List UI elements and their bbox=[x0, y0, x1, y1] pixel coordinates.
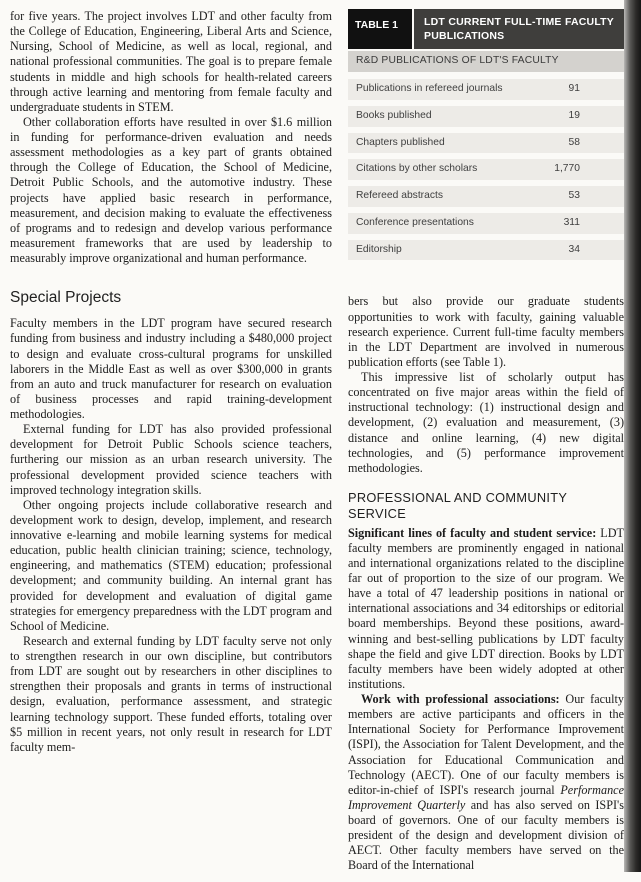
paragraph bbox=[348, 526, 624, 692]
paragraph: External funding for LDT has also provided professional development for Detroit Public Schools science teachers, furthering our mission as an urban research university. The professional development provided science teachers with improved technology integration skills. bbox=[10, 422, 332, 497]
bold-lead: Work with professional associations: bbox=[361, 692, 560, 707]
page-edge bbox=[624, 0, 641, 872]
row-value: 311 bbox=[563, 216, 580, 228]
row-label: Publications in refereed journals bbox=[356, 83, 503, 95]
paragraph: bers but also provide our graduate students opportunities to work with faculty, gaining valuable research experience. Current full-time faculty members in the LDT Department are involved in numerous publication efforts (see Table 1). bbox=[348, 294, 624, 369]
paragraph: for five years. The project involves LDT and other faculty from the College of Education, Engineering, Liberal Arts and Science, Nursing, School of Medicine, as well as local, regional, and national professional communities. The goal is to prepare female students in middle and high schools for health-related careers through active learning and mentoring from female faculty and undergraduate students in STEM. bbox=[10, 9, 332, 114]
right-text-column bbox=[348, 9, 624, 874]
table-1-title: LDT CURRENT FULL-TIME FACULTY PUBLICATIONS bbox=[414, 9, 624, 49]
row-label: Citations by other scholars bbox=[356, 163, 478, 175]
table-1 bbox=[348, 9, 624, 260]
table-row bbox=[348, 159, 624, 180]
row-label: Books published bbox=[356, 109, 432, 121]
row-label: Editorship bbox=[356, 243, 402, 255]
table-row bbox=[348, 79, 624, 100]
row-value: 58 bbox=[568, 136, 580, 148]
professional-service-heading: PROFESSIONAL AND COMMUNITY SERVICE bbox=[348, 489, 567, 521]
paragraph: Other collaboration efforts have resulted in over $1.6 million in funding for performance-driven evaluation and needs assessment methodologies as a key part of grants obtained through the College of Education, the School of Medicine, Detroit Public Schools, and the automotive industry. These projects have applied basic research in performance, measurement, and decision making to evaluate the effectiveness of programs and to redesign and develop various performance measurement frameworks that are used by leadership to measurably improve organizational and human performance. bbox=[10, 114, 332, 265]
table-1-subtitle: R&D PUBLICATIONS OF LDT'S FACULTY bbox=[348, 51, 624, 72]
journal-title: Performance Improvement Quarterly bbox=[348, 782, 624, 812]
row-value: 34 bbox=[568, 243, 580, 255]
row-label: Refereed abstracts bbox=[356, 190, 443, 202]
table-row bbox=[348, 106, 624, 127]
paragraph: Research and external funding by LDT faculty serve not only to strengthen research in our own discipline, but contributors from LDT are sought out by researchers in other disciplines to strengthen their proposals and grants in terms of instructional design, evaluation, performance assessment, and strategic learning technology support. These funded efforts, totaling over $5 million in recent years, not only result in research for LDT faculty mem- bbox=[10, 633, 332, 754]
row-value: 53 bbox=[568, 190, 580, 202]
bold-lead: Significant lines of faculty and student service: bbox=[348, 525, 597, 540]
row-value: 91 bbox=[568, 83, 580, 95]
paragraph: This impressive list of scholarly output has concentrated on five major areas within the field of instructional technology: (1) instructional design and development, (2) evaluation and measurement, (3) distance and online learning, (4) new digital technologies, and (5) performance improvement methodologies. bbox=[348, 370, 624, 475]
paragraph-text: Our faculty members are active participants and officers in the International Society for Performance Improvement (ISPI), the Association for Talent Development, and the Association for Educational Communication and Technology (AECT). One of our faculty members is editor-in-chief of ISPI's research journal bbox=[348, 692, 624, 797]
paragraph: Other ongoing projects include collaborative research and development work to design, develop, implement, and research innovative e-learning and mobile learning systems for medical education, public health clinician training; science, technology, engineering, and mathematics (STEM) education; professional development; and community building. An internal grant has provided for development and evaluation of digital game strategies for emergency preparedness with the LDT program and School of Medicine. bbox=[10, 497, 332, 633]
table-1-header bbox=[348, 9, 624, 49]
left-text-column bbox=[10, 9, 332, 874]
row-value: 1,770 bbox=[554, 163, 580, 175]
paragraph bbox=[348, 692, 624, 874]
paragraph-text: and has also served on ISPI's board of governors. One of our faculty members is president of the design and development division of AECT. Other faculty members have served on the Board of the International bbox=[348, 797, 624, 873]
table-row bbox=[348, 186, 624, 207]
table-row bbox=[348, 133, 624, 154]
paragraph-text: LDT faculty members are prominently engaged in national and international organizations related to the discipline far out of proportion to the size of our program. We have a total of 47 leadership positions in national or international associations and 34 editorships or editorial board memberships. Beyond these positions, award-winning and best-selling publications by LDT faculty shape the field and give LDT direction. Books by LDT faculty members have been widely adopted at other institutions. bbox=[348, 525, 624, 691]
row-label: Chapters published bbox=[356, 136, 445, 148]
special-projects-heading: Special Projects bbox=[10, 289, 122, 307]
table-1-label: TABLE 1 bbox=[348, 9, 412, 49]
row-label: Conference presentations bbox=[356, 216, 474, 228]
row-value: 19 bbox=[568, 109, 580, 121]
table-row bbox=[348, 213, 624, 234]
paragraph: Faculty members in the LDT program have secured research funding from business and industry including a $480,000 project to design and evaluate cross-cultural programs for unskilled laborers in the Middle East as well as over $300,000 in grants from an auto and truck manufacturer for research on evaluation of business processes and rapid training-development methodologies. bbox=[10, 316, 332, 422]
table-row bbox=[348, 240, 624, 261]
